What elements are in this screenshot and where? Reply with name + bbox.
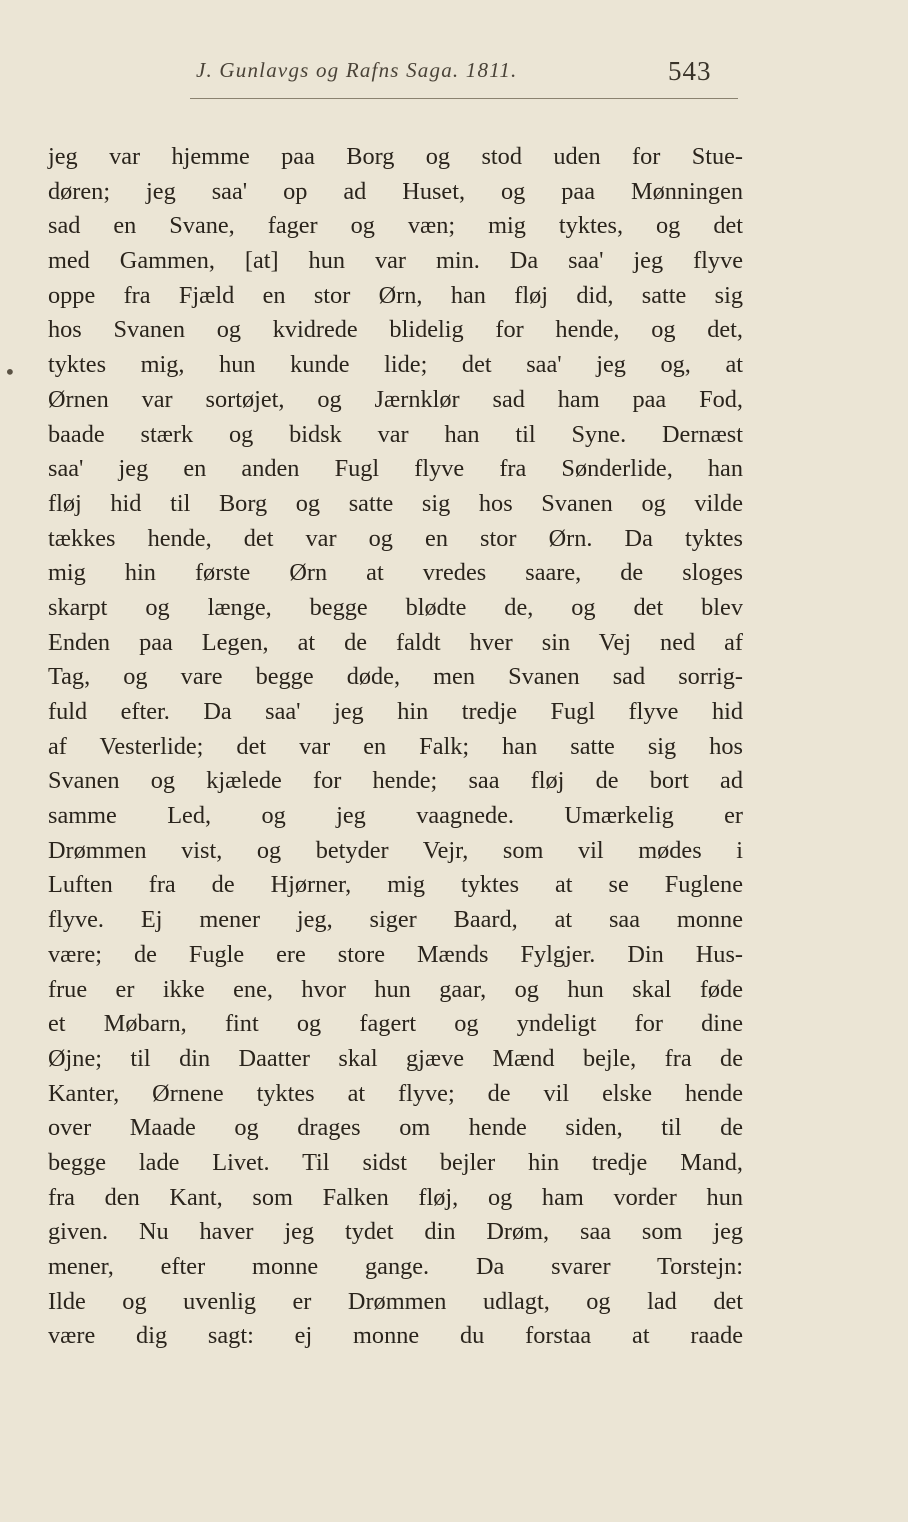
text-line: over Maade og drages om hende siden, til de [48,1114,743,1142]
text-line: mig hin første Ørn at vredes saare, de sloges [48,559,743,587]
text-line: Øjne; til din Daatter skal gjæve Mænd bejle, fra de [48,1044,743,1072]
text-line: tækkes hende, det var og en stor Ørn. Da tyktes [48,524,743,552]
text-line: sad en Svane, fager og væn; mig tyktes, og det [48,212,743,240]
text-line: frue er ikke ene, hvor hun gaar, og hun skal føde [48,975,743,1003]
text-line: Kanter, Ørnene tyktes at flyve; de vil elske hende [48,1079,743,1107]
text-line: oppe fra Fjæld en stor Ørn, han fløj did, satte sig [48,281,743,309]
text-line: være; de Fugle ere store Mænds Fylgjer. Din Hus- [48,940,743,968]
text-line: begge lade Livet. Til sidst bejler hin tredje Mand, [48,1148,743,1176]
text-line: Svanen og kjælede for hende; saa fløj de bort ad [48,767,743,795]
text-line: jeg var hjemme paa Borg og stod uden for Stue- [48,143,743,170]
body-text [48,140,743,1354]
text-line: Drømmen vist, og betyder Vejr, som vil mødes i [48,836,743,864]
text-line: fuld efter. Da saa' jeg hin tredje Fugl flyve hid [48,698,743,725]
margin-mark: • [4,360,16,384]
text-line: Ørnen var sortøjet, og Jærnklør sad ham paa Fod, [48,385,743,413]
text-line: med Gammen, [at] hun var min. Da saa' jeg flyve [48,247,743,275]
text-line: mener, efter monne gange. Da svarer Torstejn: [48,1253,743,1280]
text-line: Enden paa Legen, at de faldt hver sin Vej ned af [48,628,743,656]
text-line: flyve. Ej mener jeg, siger Baard, at saa monne [48,906,743,934]
text-line: fra den Kant, som Falken fløj, og ham vorder hun [48,1183,743,1211]
page-header [0,58,908,88]
text-line: af Vesterlide; det var en Falk; han satte sig hos [48,732,743,760]
text-line: skarpt og længe, begge blødte de, og det blev [48,593,743,621]
text-line: hos Svanen og kvidrede blidelig for hende, og det, [48,316,743,344]
text-line: baade stærk og bidsk var han til Syne. Dernæst [48,420,743,448]
text-line: given. Nu haver jeg tydet din Drøm, saa som jeg [48,1218,743,1246]
running-title: J. Gunlavgs og Rafns Saga. 1811. [196,58,518,82]
text-line: fløj hid til Borg og satte sig hos Svanen og vilde [48,489,743,517]
text-line: tyktes mig, hun kunde lide; det saa' jeg og, at [48,351,743,379]
text-line: døren; jeg saa' op ad Huset, og paa Mønningen [48,177,743,205]
text-line: samme Led, og jeg vaagnede. Umærkelig er [48,802,743,830]
page-number: 543 [668,56,712,86]
text-line: Tag, og vare begge døde, men Svanen sad sorrig- [48,663,743,691]
text-line: Ilde og uvenlig er Drømmen udlagt, og lad det [48,1287,743,1315]
text-line: være dig sagt: ej monne du forstaa at raade [48,1322,743,1350]
text-line: et Møbarn, fint og fagert og yndeligt for dine [48,1010,743,1038]
header-rule [190,98,738,99]
text-line: saa' jeg en anden Fugl flyve fra Sønderlide, han [48,455,743,483]
text-line: Luften fra de Hjørner, mig tyktes at se Fuglene [48,871,743,899]
